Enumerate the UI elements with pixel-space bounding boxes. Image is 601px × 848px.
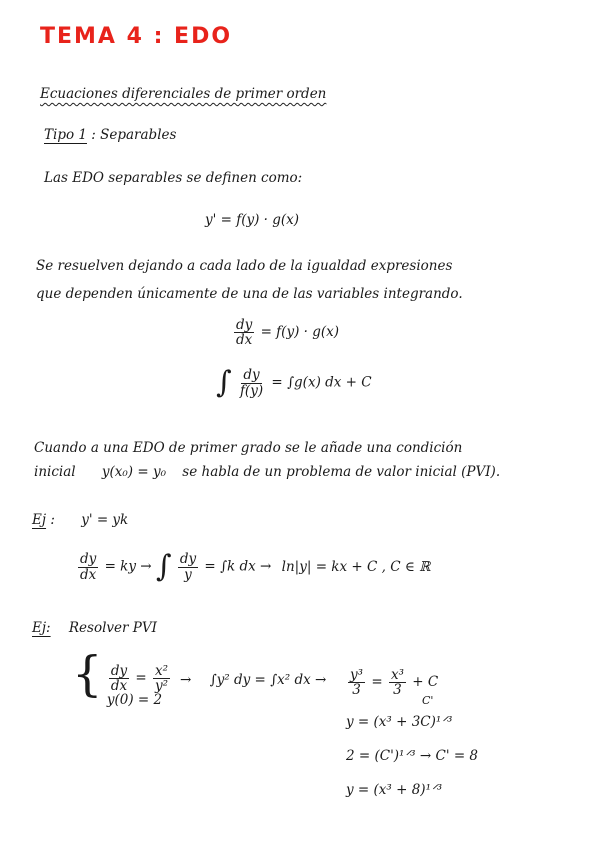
pvi-line-2: inicial y(x₀) = y₀ se habla de un problema de valor inicial (PVI). bbox=[34, 464, 501, 480]
separated-rhs: = f(y) · g(x) bbox=[260, 324, 340, 341]
example-2-header bbox=[32, 620, 157, 636]
tipo-rest: : Separables bbox=[91, 127, 177, 143]
c-prime-annotation: C' bbox=[422, 694, 434, 707]
example-1-result: ln|y| = kx + C , C ∈ ℝ bbox=[281, 558, 431, 575]
intro-text: Las EDO separables se definen como: bbox=[44, 170, 303, 186]
method-line-2: que dependen únicamente de una de las variables integrando. bbox=[36, 286, 463, 302]
example-2-heading: Resolver PVI bbox=[68, 620, 157, 636]
example-2-label: Ej: bbox=[32, 620, 51, 636]
example-1-equation: y' = yk bbox=[81, 512, 129, 528]
tipo-label: Tipo 1 bbox=[44, 127, 87, 143]
initial-condition: y(x₀) = y₀ bbox=[101, 464, 166, 480]
definition-equation: y' = f(y) · g(x) bbox=[205, 212, 300, 228]
example-2-result-2: y = (x³ + 3C)¹ᐟ³ bbox=[346, 714, 453, 730]
example-2-result-1: $\frac{\text{y³}}{3}$ = $\frac{\text{x³}}{3}$ + C bbox=[350, 667, 439, 699]
pvi-line-1: Cuando a una EDO de primer grado se le añade una condición bbox=[34, 440, 463, 456]
example-2-result-4: y = (x³ + 8)¹ᐟ³ bbox=[346, 782, 443, 798]
example-1-header: Ej : y' = yk bbox=[32, 512, 129, 528]
integrated-rhs: = ∫g(x) dx + C bbox=[271, 374, 372, 391]
fraction-dy-dx: $\frac{dy}{dx}$ bbox=[236, 317, 253, 349]
example-2-integral: → ∫y² dy = ∫x² dx → bbox=[180, 672, 327, 688]
page-title: TEMA 4 : EDO bbox=[40, 24, 233, 49]
method-line-1: Se resuelven dejando a cada lado de la igualdad expresiones bbox=[36, 258, 453, 274]
integral-sign: ∫ bbox=[216, 365, 232, 400]
separated-equation bbox=[232, 318, 339, 347]
integral-sign: ∫ bbox=[155, 549, 172, 584]
section-heading: Ecuaciones diferenciales de primer orden bbox=[40, 86, 327, 102]
tipo-heading bbox=[44, 127, 176, 143]
example-1-solution: $\frac{dy}{dx}$ = ky → ∫ $\frac{dy}{y}$ = ∫k dx → ln|y| = kx + C , C ∈ ℝ bbox=[80, 549, 431, 584]
fraction-dy-fy: $\frac{dy}{f(y)}$ bbox=[239, 367, 264, 399]
system-brace: { bbox=[72, 646, 103, 702]
example-2-result-3: 2 = (C')¹ᐟ³ → C' = 8 bbox=[346, 748, 479, 764]
example-1-label: Ej bbox=[32, 512, 47, 528]
pvi-system: { $\frac{dy}{dx}$ = $\frac{\text{x²}}{\text{y²}}$ y(0) = 2 bbox=[72, 650, 172, 709]
integrated-equation bbox=[216, 365, 372, 400]
initial-value: y(0) = 2 bbox=[106, 692, 163, 709]
